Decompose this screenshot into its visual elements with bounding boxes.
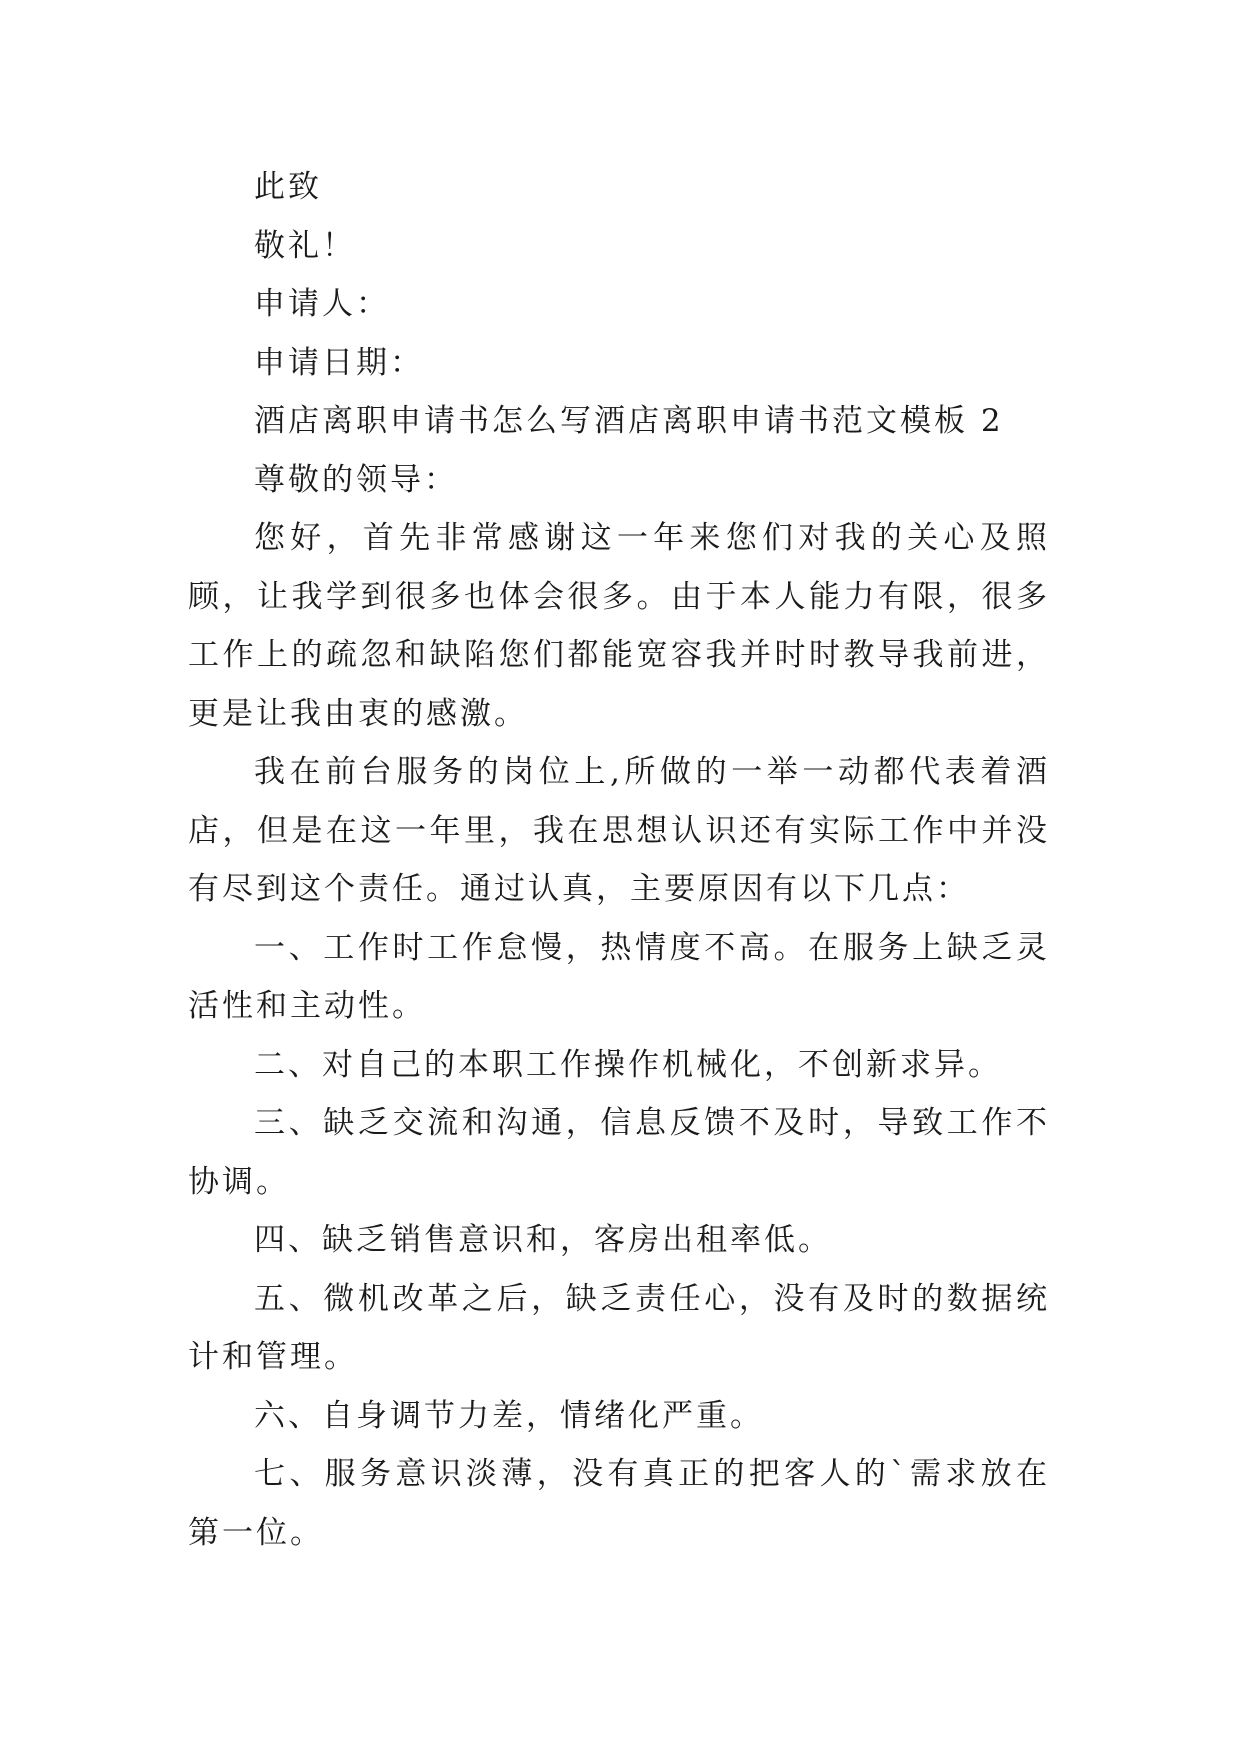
list-item: 四、缺乏销售意识和，客房出租率低。 [254, 1222, 832, 1258]
section-heading: 酒店离职申请书怎么写酒店离职申请书范文模板 2 [254, 403, 1004, 439]
list-item: 六、自身调节力差，情绪化严重。 [254, 1397, 764, 1434]
list-item: 七、服务意识淡薄，没有真正的把客人的`需求放在第一位。 [188, 1456, 1050, 1551]
closing-line-1: 此致 [254, 169, 322, 205]
list-item: 三、缺乏交流和沟通，信息反馈不及时，导致工作不协调。 [188, 1105, 1050, 1200]
document-page [188, 158, 1050, 1562]
list-item: 五、微机改革之后，缺乏责任心，没有及时的数据统计和管理。 [188, 1280, 1050, 1375]
list-item: 二、对自己的本职工作操作机械化，不创新求异。 [254, 1046, 1002, 1083]
paragraph: 您好，首先非常感谢这一年来您们对我的关心及照顾，让我学到很多也体会很多。由于本人能力有限，很多工作上的疏忽和缺陷您们都能宽容我并时时教导我前进，更是让我由衷的感激。 [188, 520, 1050, 732]
paragraph: 我在前台服务的岗位上,所做的一举一动都代表着酒店，但是在这一年里，我在思想认识还有实际工作中并没有尽到这个责任。通过认真，主要原因有以下几点： [188, 754, 1050, 907]
date-label: 申请日期： [254, 344, 424, 381]
applicant-label: 申请人： [254, 286, 390, 322]
closing-line-2: 敬礼！ [254, 227, 356, 264]
list-item: 一、工作时工作怠慢，热情度不高。在服务上缺乏灵活性和主动性。 [188, 929, 1050, 1024]
salutation: 尊敬的领导： [254, 461, 458, 498]
